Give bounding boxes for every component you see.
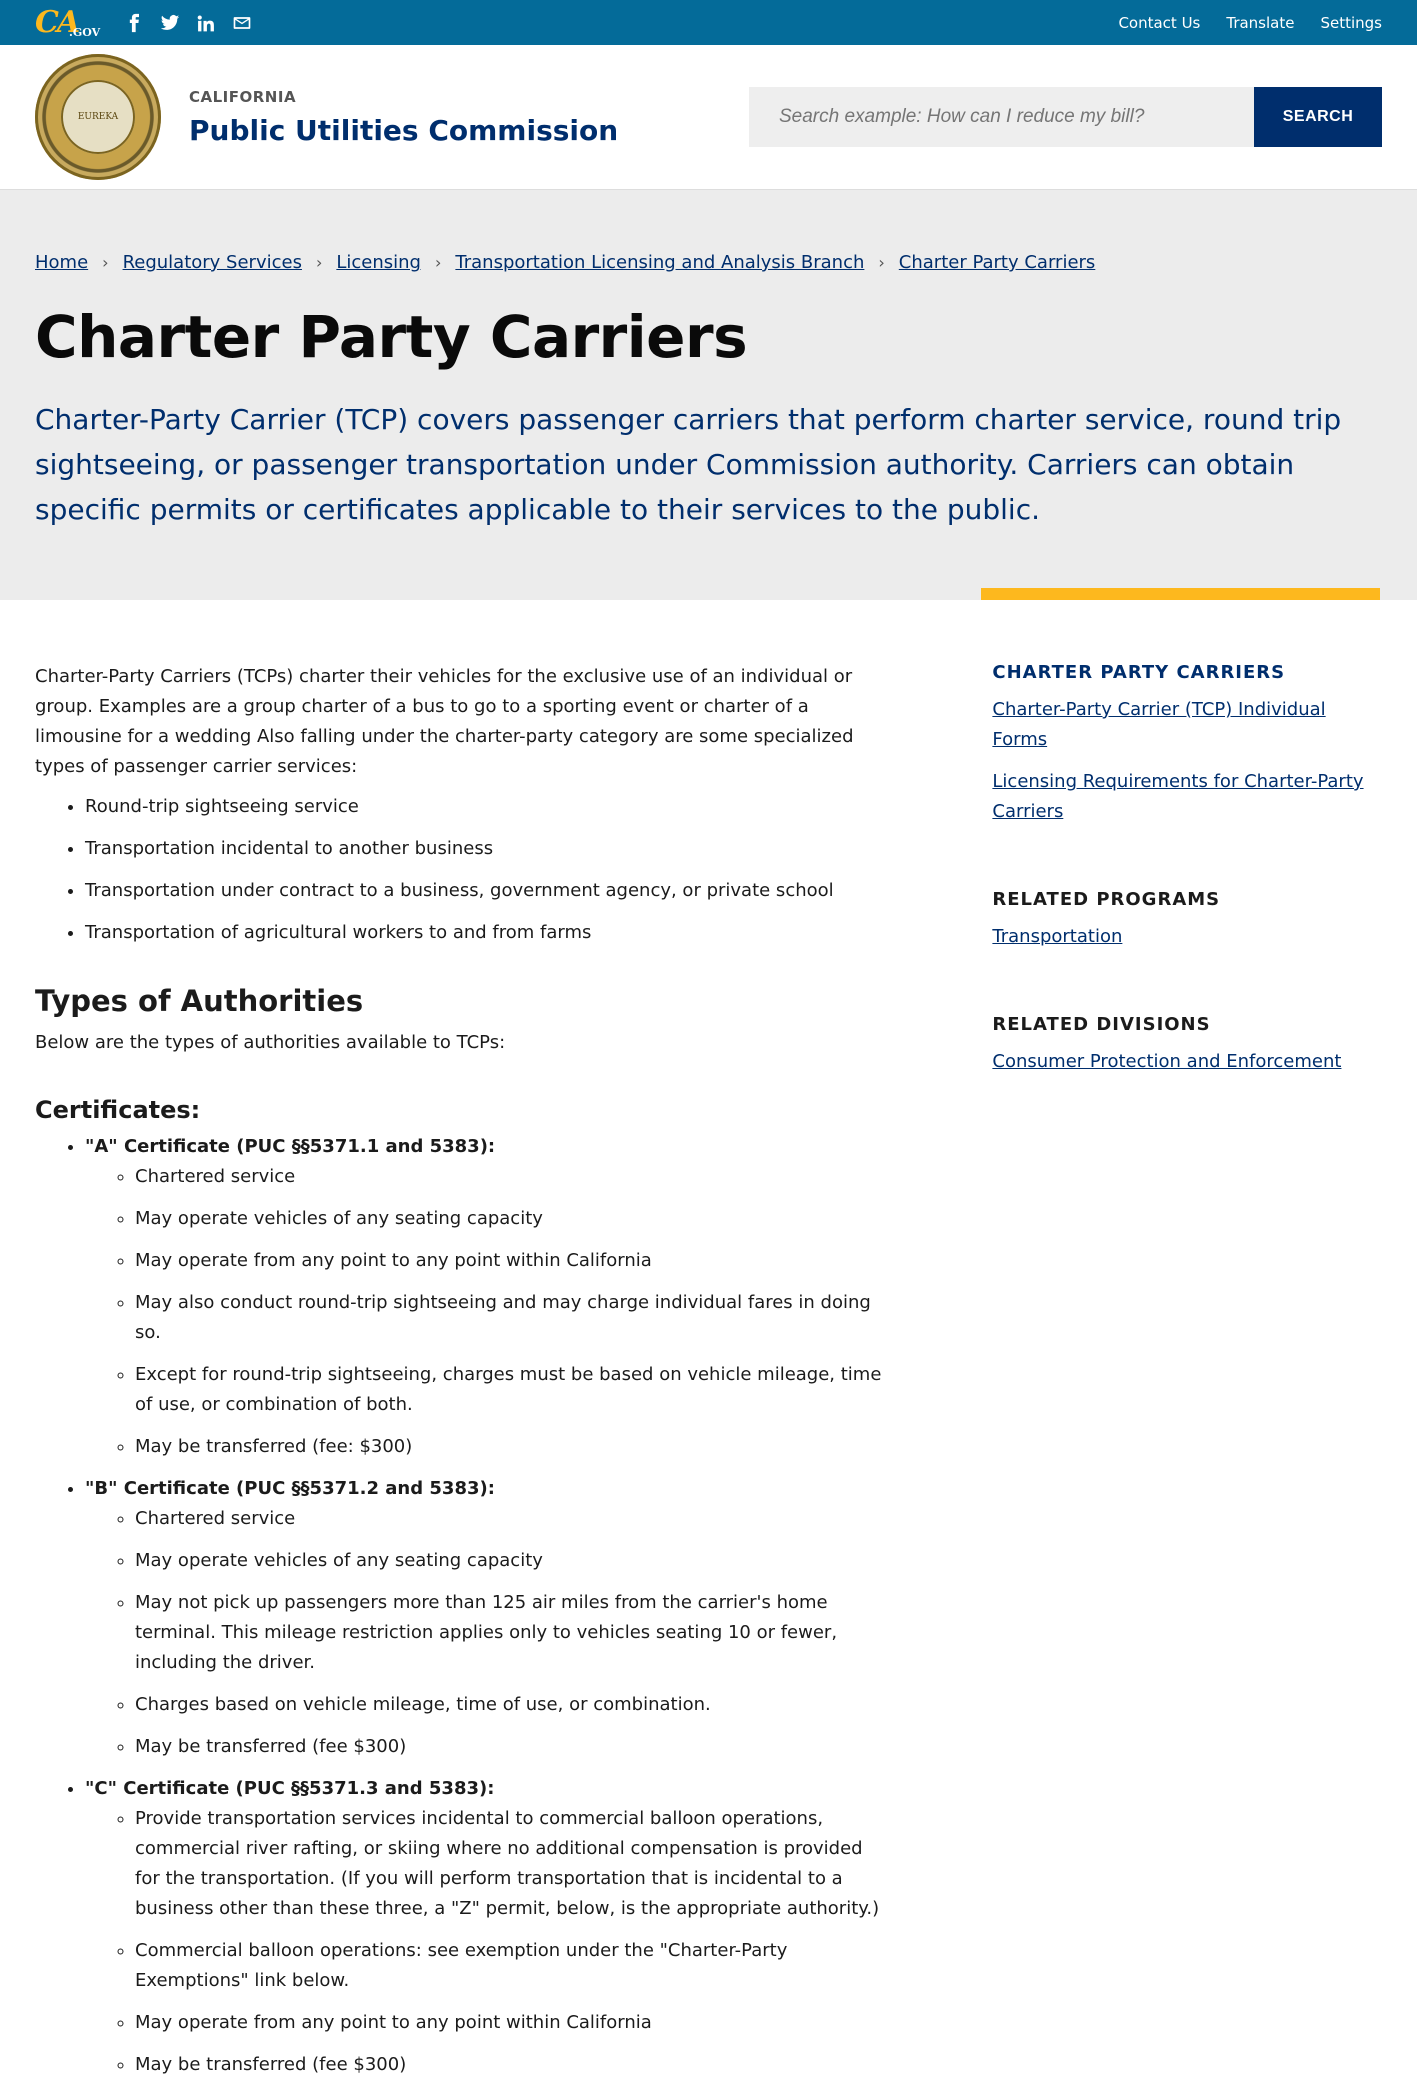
- brand-state: CALIFORNIA: [189, 87, 297, 106]
- list-item: ◦ Except for round-trip sightseeing, charges must be based on vehicle mileage, time of use, or combination of both.: [135, 1360, 882, 1420]
- list-item: • Transportation of agricultural workers to and from farms: [85, 918, 882, 948]
- certificate-details: [85, 1804, 882, 2080]
- list-item: • Round-trip sightseeing service: [85, 792, 882, 822]
- list-item: ◦ Chartered service: [135, 1504, 882, 1534]
- list-item: ◦ May not pick up passengers more than 125 air miles from the carrier's home terminal. This mileage restriction applies only to vehicles seating 10 or fewer, including the driver.: [135, 1588, 882, 1678]
- list-item: ◦ Commercial balloon operations: see exemption under the "Charter-Party Exemptions" link below.: [135, 1936, 882, 1996]
- sidebar-link-licensing-requirements[interactable]: Licensing Requirements for Charter-Party Carriers: [992, 771, 1364, 822]
- certificate-title: "A" Certificate (PUC §§5371.1 and 5383):: [85, 1136, 496, 1157]
- list-item: ◦ May be transferred (fee $300): [135, 2050, 882, 2080]
- breadcrumb-home[interactable]: Home: [35, 252, 89, 273]
- email-icon[interactable]: [232, 13, 252, 33]
- cagov-logo-suffix: .GOV: [69, 25, 101, 39]
- settings-link[interactable]: Settings: [1320, 13, 1382, 32]
- breadcrumb-separator: ›: [878, 253, 885, 272]
- breadcrumb-tlab[interactable]: Transportation Licensing and Analysis Branch: [455, 252, 865, 273]
- types-intro: Below are the types of authorities available to TCPs:: [35, 1032, 506, 1053]
- list-item: ◦ May operate from any point to any point within California: [135, 1246, 882, 1276]
- sidebar-accent-bar: [981, 588, 1380, 600]
- list-item: ◦ Charges based on vehicle mileage, time of use, or combination.: [135, 1690, 882, 1720]
- social-links: [124, 13, 252, 33]
- list-item: • Transportation incidental to another business: [85, 834, 882, 864]
- breadcrumb-licensing[interactable]: Licensing: [336, 252, 421, 273]
- types-heading: Types of Authorities: [35, 984, 364, 1018]
- page-lede: Charter-Party Carrier (TCP) covers passenger carriers that perform charter service, round trip sightseeing, or passenger transportation under Commission authority. Carriers can obtain specific permits or certificates applicable to their services to the public.: [35, 403, 1342, 526]
- list-item: ◦ May be transferred (fee: $300): [135, 1432, 882, 1462]
- breadcrumb-separator: ›: [102, 253, 109, 272]
- brand-left: [35, 54, 618, 180]
- utility-links: [1118, 14, 1382, 32]
- content: [0, 600, 1417, 2092]
- sidebar-link-consumer-protection[interactable]: Consumer Protection and Enforcement: [992, 1051, 1342, 1072]
- sidebar-section-charter-party-carriers: [992, 662, 1382, 827]
- search-input[interactable]: [749, 87, 1254, 147]
- sidebar-link-tcp-forms[interactable]: Charter-Party Carrier (TCP) Individual Forms: [992, 699, 1326, 750]
- list-item: ◦ May operate from any point to any point within California: [135, 2008, 882, 2038]
- page-title: Charter Party Carriers: [35, 303, 748, 371]
- list-item: ◦ Chartered service: [135, 1162, 882, 1192]
- utility-bar: [0, 0, 1417, 45]
- cpuc-seal-logo[interactable]: [35, 54, 161, 180]
- breadcrumb: [35, 252, 1382, 273]
- sidebar-section-related-programs: [992, 889, 1382, 952]
- certificates-heading: Certificates:: [35, 1096, 201, 1124]
- certificate-b: [85, 1474, 882, 1762]
- certificate-details: [85, 1504, 882, 1762]
- search-button[interactable]: SEARCH: [1254, 87, 1382, 147]
- brand-text: [189, 88, 618, 147]
- cagov-logo-text: CA: [35, 4, 79, 40]
- facebook-icon[interactable]: [124, 13, 144, 33]
- breadcrumb-separator: ›: [434, 253, 442, 272]
- seal-inner: EUREKA: [61, 80, 135, 154]
- twitter-icon[interactable]: [160, 13, 180, 33]
- certificate-title: "C" Certificate (PUC §§5371.3 and 5383):: [85, 1778, 495, 1799]
- list-item: ◦ May be transferred (fee $300): [135, 1732, 882, 1762]
- brand-agency[interactable]: Public Utilities Commission: [189, 113, 619, 147]
- sidebar: [992, 600, 1382, 2092]
- list-item: ◦ Provide transportation services incidental to commercial balloon operations, commercial river rafting, or skiing where no additional compensation is provided for the transportation. (If you will perform transportation that is incidental to a business other than these three, a "Z" permit, below, is the appropriate authority.): [135, 1804, 882, 1924]
- main-column: [35, 600, 882, 2092]
- list-item: ◦ May operate vehicles of any seating capacity: [135, 1204, 882, 1234]
- breadcrumb-separator: ›: [315, 253, 323, 272]
- search-box: [749, 87, 1382, 147]
- certificate-a: [85, 1132, 882, 1462]
- intro-paragraph: Charter-Party Carriers (TCPs) charter their vehicles for the exclusive use of an individual or group. Examples are a group charter of a bus to go to a sporting event or charter of a limousine for a wedding Also falling under the charter-party category are some specialized types of passenger carrier services:: [35, 666, 854, 777]
- certificates-list: [35, 1132, 882, 2080]
- contact-us-link[interactable]: Contact Us: [1118, 13, 1201, 32]
- utility-left: [35, 4, 252, 40]
- sidebar-section-related-divisions: [992, 1014, 1382, 1077]
- breadcrumb-charter-party-carriers[interactable]: Charter Party Carriers: [898, 252, 1096, 273]
- list-item: ◦ May also conduct round-trip sightseeing and may charge individual fares in doing so.: [135, 1288, 882, 1348]
- sidebar-link-transportation[interactable]: Transportation: [992, 926, 1123, 947]
- certificate-title: "B" Certificate (PUC §§5371.2 and 5383):: [85, 1478, 495, 1499]
- breadcrumb-regulatory-services[interactable]: Regulatory Services: [122, 252, 302, 273]
- sidebar-heading: CHARTER PARTY CARRIERS: [992, 662, 1286, 683]
- translate-link[interactable]: Translate: [1226, 13, 1295, 32]
- list-item: • Transportation under contract to a business, government agency, or private school: [85, 876, 882, 906]
- sidebar-heading: RELATED DIVISIONS: [992, 1014, 1211, 1035]
- branding-header: [0, 45, 1417, 190]
- linkedin-icon[interactable]: [196, 13, 216, 33]
- sidebar-heading: RELATED PROGRAMS: [992, 889, 1221, 910]
- certificate-details: [85, 1162, 882, 1462]
- list-item: ◦ May operate vehicles of any seating capacity: [135, 1546, 882, 1576]
- cagov-logo[interactable]: [35, 4, 101, 40]
- services-list: [35, 792, 882, 948]
- certificate-c: [85, 1774, 882, 2080]
- hero: [0, 190, 1417, 600]
